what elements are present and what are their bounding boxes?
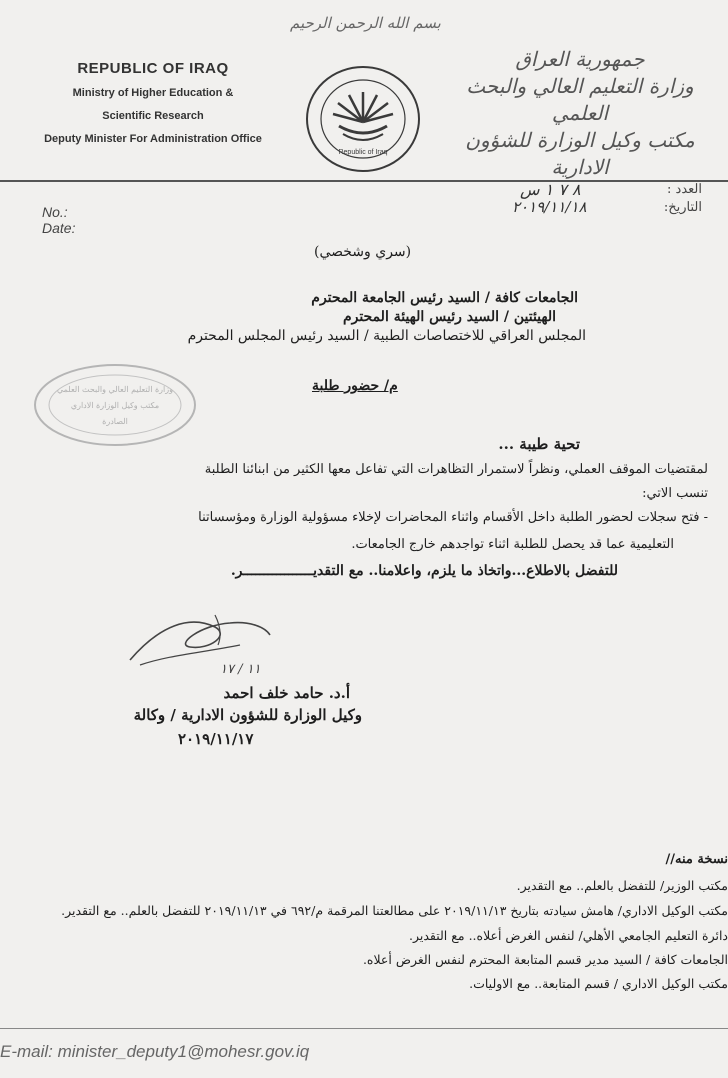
- address-line-1: الجامعات كافة / السيد رئيس الجامعة المحترم: [311, 290, 578, 306]
- seal-label: Republic of Iraq: [338, 149, 388, 156]
- basmala-header: بسم الله الرحمن الرحيم: [290, 14, 441, 32]
- ministry-title-cont: Scientific Research: [102, 110, 204, 122]
- body-text-line-2: تنسب الاتي:: [642, 486, 708, 501]
- arabic-date-label: التاريخ:: [663, 200, 702, 215]
- footer-divider: [0, 1028, 728, 1029]
- bullet-point-line-2: التعليمية عما قد يحصل للطلبة اثناء تواجدهم خارج الجامعات.: [351, 537, 674, 552]
- greeting: تحية طيبة ...: [498, 435, 580, 453]
- body-text-line-1: لمقتضيات الموقف العملي، ونظراً لاستمرار التظاهرات التي تفاعل معها الكثير من ابنائنا الطلبة: [204, 462, 708, 477]
- bullet-point-line-1: - فتح سجلات لحضور الطلبة داخل الأقسام واثناء المحاضرات لإخلاء مسؤولية الوزارة ومؤسساتنا: [198, 510, 708, 525]
- signatory-title: وكيل الوزارة للشؤون الادارية / وكالة: [133, 706, 362, 724]
- signatory-name: أ.د. حامد خلف احمد: [223, 684, 350, 702]
- republic-title: REPUBLIC OF IRAQ: [77, 60, 229, 77]
- office-title: Deputy Minister For Administration Office: [44, 133, 262, 145]
- copy-to-heading: نسخة منه//: [665, 852, 728, 867]
- handwritten-number: ٨ ٧ ١ س: [520, 180, 581, 199]
- stamp-line-2: مكتب وكيل الوزارة الاداري: [70, 401, 160, 410]
- confidential-mark: (سري وشخصي): [314, 244, 412, 260]
- english-letterhead: [18, 60, 288, 145]
- copy-to-item: مكتب الوكيل الاداري/ هامش سيادته بتاريخ ٢٠١٩/١١/١٣ على مطالعتنا المرقمة م/٦٩٢ في ٢٠١٩/١١/١٣ للتفضل بالعلم.. مع التقدير.: [61, 903, 728, 918]
- signature-date: ٢٠١٩/١١/١٧: [178, 730, 254, 748]
- handwritten-date: ٢٠١٩/١١/١٨: [512, 198, 587, 216]
- copy-to-item: دائرة التعليم الجامعي الأهلي/ لنفس الغرض أعلاه.. مع التقدير.: [408, 928, 728, 943]
- address-line-2: الهيئتين / السيد رئيس الهيئة المحترم: [342, 309, 556, 325]
- header-divider: [0, 180, 728, 182]
- signature-date-note: ١١ / ١٧: [220, 662, 261, 677]
- ministry-title: Ministry of Higher Education &: [72, 87, 234, 99]
- office-stamp-icon: [32, 362, 198, 448]
- arabic-letterhead: [440, 46, 720, 181]
- arabic-ministry-title: وزارة التعليم العالي والبحث العلمي: [466, 74, 694, 125]
- handwritten-signature-icon: [120, 605, 280, 680]
- address-line-3: المجلس العراقي للاختصاصات الطبية / السيد رئيس المجلس المحترم: [187, 328, 586, 344]
- arabic-number-label: العدد :: [667, 182, 702, 197]
- subject-line: م/ حضور طلبة: [312, 378, 398, 394]
- arabic-office-title: مكتب وكيل الوزارة للشؤون الادارية: [465, 128, 695, 179]
- stamp-line-1: وزارة التعليم العالي والبحث العلمي: [57, 385, 173, 394]
- closing-line: للتفضل بالاطلاع...واتخاذ ما يلزم، واعلامنا.. مع التقديـــــــــــــــــر.: [230, 563, 618, 579]
- stamp-line-3: الصادرة: [102, 417, 128, 426]
- arabic-republic-title: جمهورية العراق: [515, 47, 645, 71]
- copy-to-item: الجامعات كافة / السيد مدير قسم المتابعة المحترم لنفس الغرض أعلاه.: [362, 952, 728, 967]
- footer-email: E-mail: minister_deputy1@mohesr.gov.iq: [0, 1042, 310, 1061]
- number-label: No.:: [42, 204, 68, 220]
- ministry-seal-icon: [303, 64, 423, 174]
- copy-to-item: مكتب الوكيل الاداري / قسم المتابعة.. مع الاوليات.: [469, 976, 728, 991]
- date-label: Date:: [42, 220, 76, 236]
- copy-to-item: مكتب الوزير/ للتفضل بالعلم.. مع التقدير.: [516, 878, 728, 893]
